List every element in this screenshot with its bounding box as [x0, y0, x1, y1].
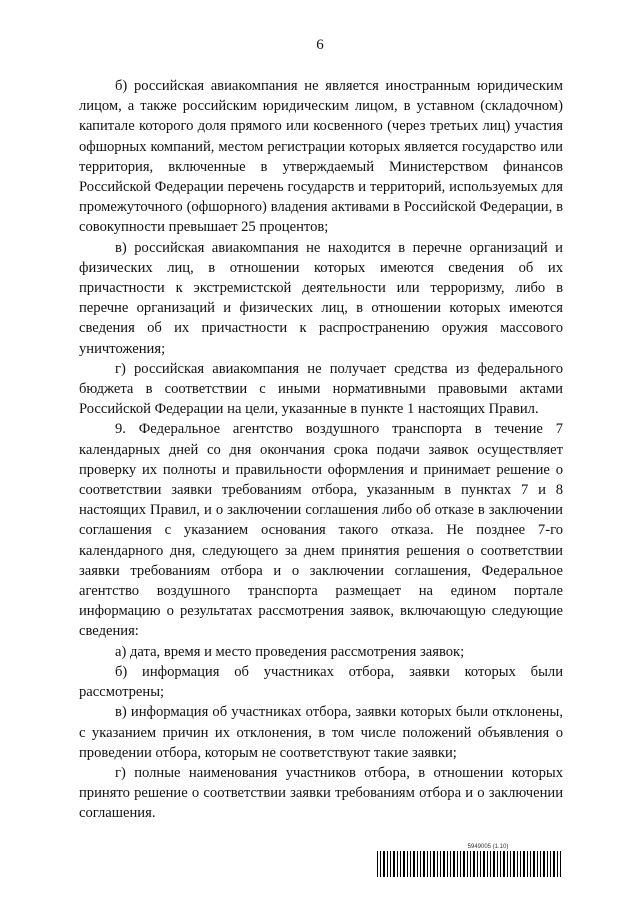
paragraph: 9. Федеральное агентство воздушного транспорта в течение 7 календарных дней со дня окончания срока подачи заявок осуществляет проверку их полноты и правильности оформления и принимает решение о соответствии заявки требованиям отбора, указанным в пунктах 7 и 8 настоящих Правил, и о заключении соглашения либо об отказе в заключении соглашения с указанием основания такого отказа. Не позднее 7-го календарного дня, следующего за днем принятия решения о соответствии заявки требованиям отбора и о заключении соглашения, Федеральное агентство воздушного транспорта размещает на едином портале информацию о результатах рассмотрения заявок, включающую следующие сведения:: [79, 421, 563, 640]
paragraph: г) полные наименования участников отбора, в отношении которых принято решение о соответствии заявки требованиям отбора и о заключении соглашения.: [79, 764, 563, 822]
paragraph: б) информация об участниках отбора, заявки которых были рассмотрены;: [79, 663, 563, 701]
paragraph: а) дата, время и место проведения рассмотрения заявок;: [115, 643, 465, 660]
paragraph: б) российская авиакомпания не является иностранным юридическим лицом, а также российским юридическим лицом, в уставном (складочном) капитале которого доля прямого или косвенного (через третьих лиц) участия офшорных компаний, местом регистрации которых является государство или территория, включенные в утверждаемый Министерством финансов Российской Федерации перечень государств и территорий, используемых для промежуточного (офшорного) владения активами в Российской Федерации, в совокупности превышает 25 процентов;: [79, 78, 563, 236]
page-number: 6: [316, 37, 324, 53]
paragraph: в) российская авиакомпания не находится в перечне организаций и физических лиц, в отношении которых имеются сведения об их причастности к экстремистской деятельности или терроризму, либо в перечне организаций и физических лиц, в отношении которых имеются сведения об их причастности к распространению оружия массового уничтожения;: [79, 239, 563, 357]
document-body: [79, 76, 563, 824]
barcode: [377, 851, 563, 877]
paragraph: в) информация об участниках отбора, заявки которых были отклонены, с указанием причин их отклонения, в том числе положений объявления о проведении отбора, которым не соответствуют такие заявки;: [79, 704, 563, 761]
document-code: 5949005 (1.10): [467, 844, 509, 850]
paragraph: г) российская авиакомпания не получает средства из федерального бюджета в соответствии с иными нормативными правовыми актами Российской Федерации на цели, указанные в пункте 1 настоящих Правил.: [79, 360, 563, 418]
